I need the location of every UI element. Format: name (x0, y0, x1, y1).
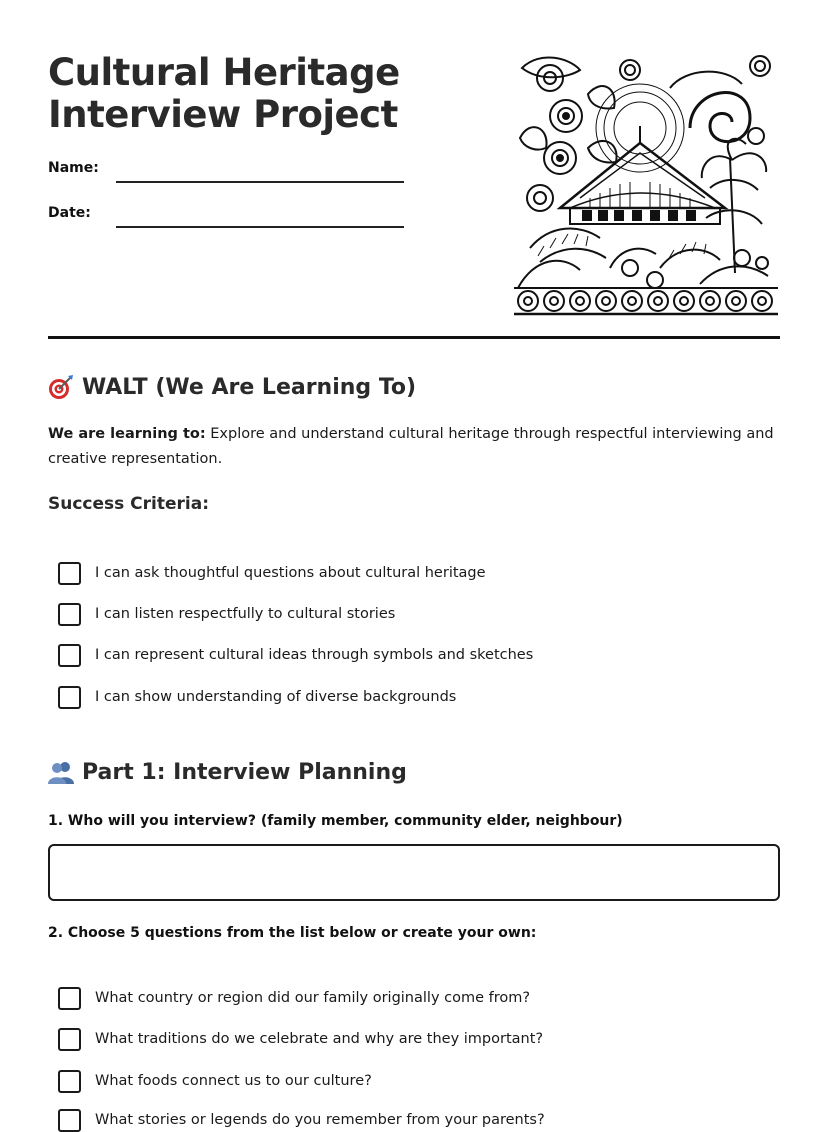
name-line[interactable] (116, 181, 404, 183)
criteria-checkbox[interactable] (58, 562, 81, 585)
walt-intro-label: We are learning to: (48, 426, 206, 442)
walt-heading-text: WALT (We Are Learning To) (82, 374, 417, 400)
question-option-label: What stories or legends do you remember from your parents? (95, 1112, 545, 1128)
part1-heading (48, 759, 407, 785)
walt-intro-text: Explore and understand cultural heritage through respectful interviewing and creative representation. (48, 426, 774, 467)
cultural-house-illustration (510, 48, 780, 318)
title-line-1: Cultural Heritage (48, 51, 400, 94)
title-line-2: Interview Project (48, 93, 398, 136)
name-label: Name: (48, 160, 99, 176)
question-option-label: What traditions do we celebrate and why are they important? (95, 1031, 544, 1047)
question-option[interactable] (58, 1027, 543, 1051)
walt-heading (48, 374, 416, 400)
name-field[interactable] (48, 160, 408, 190)
date-field[interactable] (48, 205, 408, 235)
section-divider (48, 336, 780, 339)
question-option[interactable] (58, 1108, 545, 1132)
question-2-label: 2. Choose 5 questions from the list below or create your own: (48, 925, 537, 941)
question-option-label: What country or region did our family originally come from? (95, 990, 531, 1006)
criteria-checkbox[interactable] (58, 644, 81, 667)
people-emoji (48, 759, 74, 785)
question-option[interactable] (58, 986, 530, 1010)
criteria-checkbox[interactable] (58, 603, 81, 626)
success-criteria-heading: Success Criteria: (48, 494, 210, 514)
criteria-label: I can represent cultural ideas through symbols and sketches (95, 647, 534, 663)
date-label: Date: (48, 205, 91, 221)
question-checkbox[interactable] (58, 1070, 81, 1093)
date-line[interactable] (116, 226, 404, 228)
criteria-label: I can ask thoughtful questions about cultural heritage (95, 565, 486, 581)
question-checkbox[interactable] (58, 1028, 81, 1051)
part1-heading-text: Part 1: Interview Planning (82, 759, 407, 785)
question-checkbox[interactable] (58, 987, 81, 1010)
page-title (48, 52, 478, 136)
criteria-checkbox[interactable] (58, 686, 81, 709)
criteria-item[interactable] (58, 643, 533, 667)
question-option[interactable] (58, 1069, 372, 1093)
question-checkbox[interactable] (58, 1109, 81, 1132)
criteria-item[interactable] (58, 602, 395, 626)
criteria-label: I can listen respectfully to cultural stories (95, 606, 396, 622)
criteria-item[interactable] (58, 561, 486, 585)
target-emoji (48, 374, 74, 400)
criteria-label: I can show understanding of diverse backgrounds (95, 689, 457, 705)
criteria-item[interactable] (58, 685, 456, 709)
walt-intro (48, 422, 788, 472)
question-1-label: 1. Who will you interview? (family member, community elder, neighbour) (48, 813, 623, 829)
interviewee-answer-box[interactable] (48, 844, 780, 901)
question-option-label: What foods connect us to our culture? (95, 1073, 372, 1089)
